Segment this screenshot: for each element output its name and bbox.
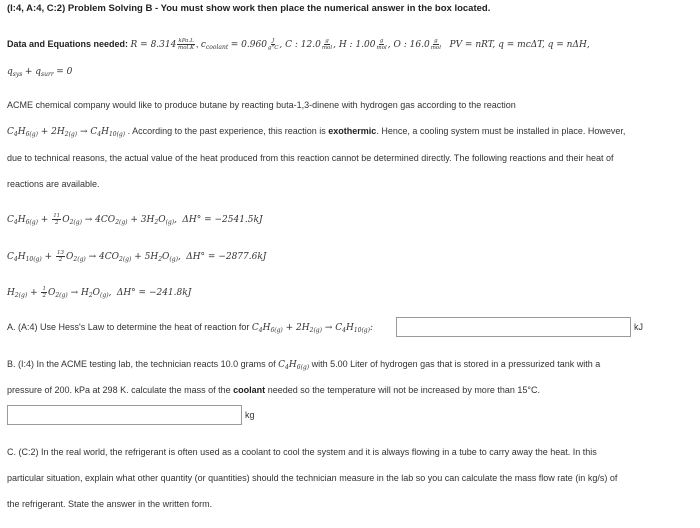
data-equations-line: Data and Equations needed: R = 8.314 kPa.L mol.K , $c_{coolant} = 0.960$ $\frac{J}{g^\circ C}$ , C : 12.0 g mol , H : 1.00 g mol , O : 16.0 g mol PV = nRT, q = mcΔT, q = nΔH, bbox=[7, 38, 590, 52]
heat-capacity-unit: $\frac{J}{g^\circ C}$ bbox=[267, 38, 279, 52]
part-b-line-1: B. (I:4) In the ACME testing lab, the technician reacts 10.0 grams of $C_4H_{6(g)}$ with 5.00 Liter of hydrogen gas that is stored in a pressurized tank with a bbox=[7, 359, 601, 371]
energy-balance: $q_{sys} + q_{surr} = 0$ bbox=[7, 67, 73, 78]
part-b-answer-input[interactable] bbox=[7, 405, 242, 425]
coolant-term: coolant bbox=[233, 385, 266, 395]
coolant-heat-capacity: c bbox=[200, 40, 206, 50]
part-a-answer-input[interactable] bbox=[396, 317, 631, 337]
intro-line-4: reactions are available. bbox=[7, 179, 100, 189]
hydrogen-mass: , H : 1.00 bbox=[333, 40, 376, 50]
data-label: Data and Equations needed: bbox=[7, 39, 129, 49]
part-a-question: A. (A:4) Use Hess's Law to determine the heat of reaction for $C_4H_{6(g)} + 2H_{2(g)} \to C_4H_{10(g)}$: bbox=[7, 322, 374, 334]
reaction-2: $C_4H_{10(g)}$ + $\frac{13}{2}$ $O_{2(g)} \to 4CO_{2(g)} + 5H_2O_{(g)}$, ΔH° = −2877.6kJ bbox=[7, 250, 267, 264]
intro-line-3: due to technical reasons, the actual value of the heat produced from this reaction cannot be determined directly. The following reactions and their heat of bbox=[7, 153, 614, 163]
part-c-line-3: the refrigerant. State the answer in the written form. bbox=[7, 499, 213, 509]
part-b-unit: kg bbox=[245, 410, 255, 420]
gas-constant-unit: kPa.L mol.K bbox=[178, 38, 195, 52]
exothermic-term: exothermic bbox=[328, 126, 377, 136]
equations: PV = nRT, q = mcΔT, q = nΔH, bbox=[449, 40, 590, 50]
intro-line-1: ACME chemical company would like to produce butane by reacting buta-1,3-dinene with hydrogen gas according to the reaction bbox=[7, 100, 516, 110]
part-a-unit: kJ bbox=[634, 322, 643, 332]
intro-line-2: $C_4H_{6(g)} + 2H_{2(g)} \to C_4H_{10(g)}$ . According to the past experience, this reaction is exothermic. Hence, a cooling system must be installed in place. However, bbox=[7, 126, 626, 138]
gas-constant: R = 8.314 bbox=[130, 40, 177, 50]
carbon-mass: , C : 12.0 bbox=[279, 40, 321, 50]
part-c-line-2: particular situation, explain what other quantity (or quantities) should the technician measure in the lab so you can calculate the mass flow rate (in kg/s) of bbox=[7, 473, 618, 483]
oxygen-mass: , O : 16.0 bbox=[387, 40, 430, 50]
reaction-1: $C_4H_{6(g)}$ + $\frac{11}{2}$ $O_{2(g)} \to 4CO_{2(g)} + 3H_2O_{(g)}$, ΔH° = −2541.5kJ bbox=[7, 213, 263, 227]
part-c-line-1: C. (C:2) In the real world, the refrigerant is often used as a coolant to cool the system and it is always flowing in a tube to carry away the heat. In this bbox=[7, 447, 597, 457]
reaction-3: $H_{2(g)}$ + $\frac{1}{2}$ $O_{2(g)} \to H_2O_{(g)}$, ΔH° = −241.8kJ bbox=[7, 286, 192, 300]
page-title: (I:4, A:4, C:2) Problem Solving B - You must show work then place the numerical answer in the box located. bbox=[7, 3, 491, 14]
part-b-line-2: pressure of 200. kPa at 298 K. calculate the mass of the coolant needed so the temperature will not be increased by more than 15°C. bbox=[7, 385, 540, 395]
